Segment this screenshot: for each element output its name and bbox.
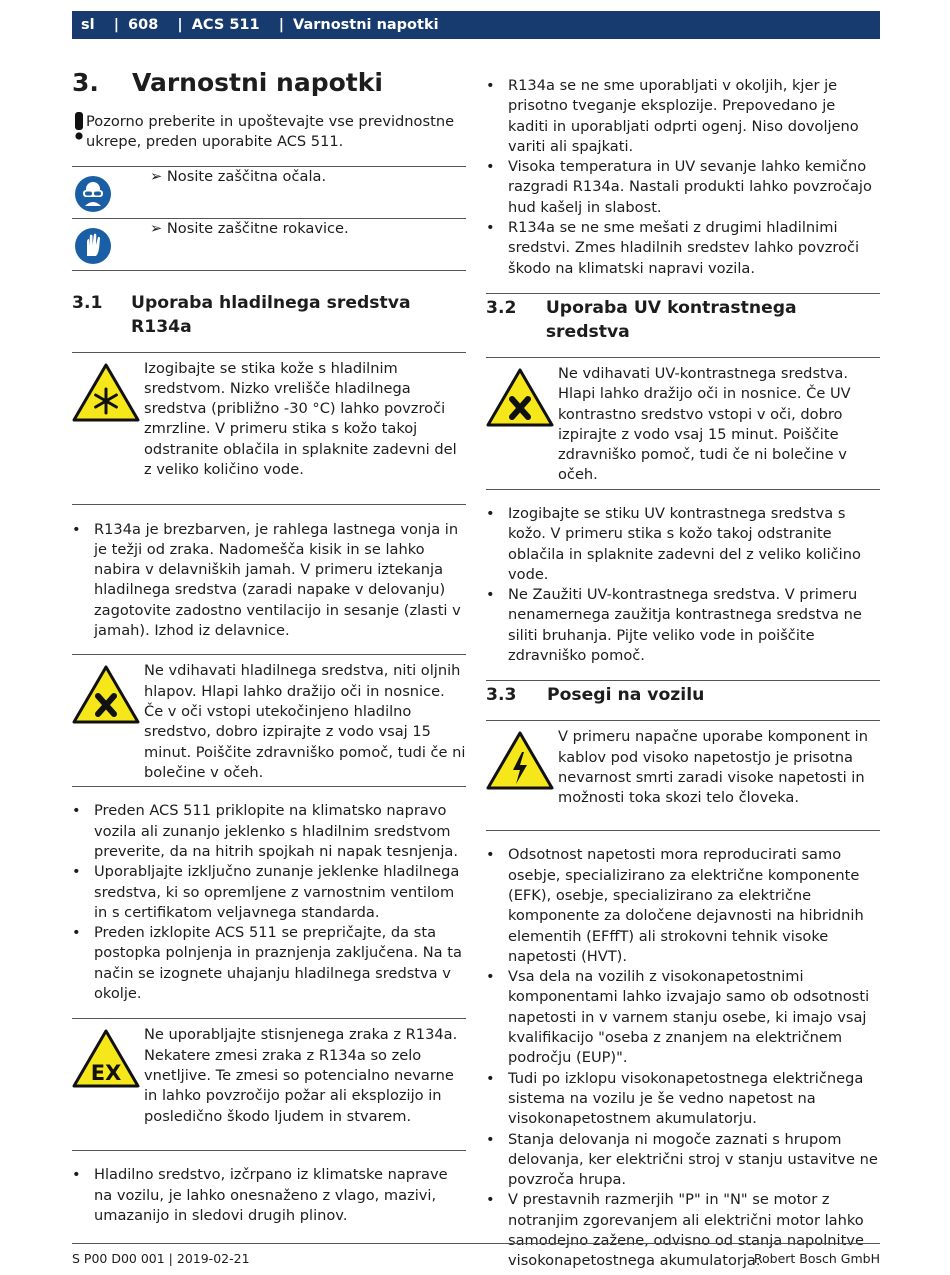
exclamation-icon bbox=[72, 112, 86, 153]
list-item: • Uporabljajte izključno zunanje jeklenke hladilnega sredstva, ki so opremljene z varnostnim ventilom in s certifikatom veljavnega standarda. bbox=[72, 862, 466, 923]
list-item: • V prestavnih razmerjih "P" in "N" se motor z notranjim zgorevanjem ali električni motor lahko samodejno zažene, odvisno od stanja napolnitve visokonapetostnega akumulatorja. bbox=[486, 1190, 880, 1271]
list-item: • Hladilno sredstvo, izčrpano iz klimatske naprave na vozilu, je lahko onesnaženo z vlago, mazivi, umazanijo in sledovi drugih plinov. bbox=[72, 1165, 466, 1226]
header-page: 608 bbox=[128, 17, 159, 33]
divider bbox=[486, 293, 880, 294]
warning-block: Ne vdihavati UV-kontrastnega sredstva. Hlapi lahko dražijo oči in nosnice. Če UV kontrastno sredstvo vstopi v oči, dobro izpirajte z vodo vsaj 15 minut. Poiščite zdravniško pomoč, tudi če ni bolečine v očeh. bbox=[486, 358, 880, 489]
warning-block: V primeru napačne uporabe komponent in kablov pod visoko napetostjo je prisotna nevarnost smrti zaradi visoke napetosti in možnosti toka skozi telo človeka. bbox=[486, 721, 880, 830]
divider bbox=[486, 680, 880, 681]
divider bbox=[72, 786, 466, 787]
gloves-icon bbox=[72, 219, 146, 270]
section-32-heading: 3.2 Uporaba UV kontrastnega sredstva bbox=[486, 297, 797, 342]
list-item: • Visoka temperatura in UV sevanje lahko kemično razgradi R134a. Nastali produkti lahko povzročajo hud kašelj in slabost. bbox=[486, 157, 880, 218]
list-item: • Vsa dela na vozilih z visokonapetostnimi komponentami lahko izvajajo samo ob odsotnosti napetosti in v varnem stanju osebe, ki imajo vsaj kvalifikacijo "oseba z znanjem na električnem področju (EUP)". bbox=[486, 967, 880, 1068]
list-item: • Preden izklopite ACS 511 se prepričajte, da sta postopka polnjenja in praznjenja zaključena. Na ta način se izognete uhajanju hladilnega sredstva v okolje. bbox=[72, 923, 466, 1004]
list-item: • Stanja delovanja ni mogoče zaznati s hrupom delovanja, ker električni stroj v stanju ustavitve ne povzroča hrupa. bbox=[486, 1130, 880, 1191]
bullet-list bbox=[72, 801, 466, 1004]
bullet-list bbox=[72, 520, 466, 642]
bullet-list bbox=[72, 1165, 466, 1226]
section-3-heading: 3. Varnostni napotki bbox=[72, 68, 383, 97]
harmful-warning-icon bbox=[486, 364, 558, 489]
ppe-row: ➢ Nosite zaščitna očala. bbox=[72, 166, 466, 218]
intro-note: Pozorno preberite in upoštevajte vse previdnostne ukrepe, preden uporabite ACS 511. bbox=[72, 112, 466, 153]
list-item: • Izogibajte se stiku UV kontrastnega sredstva s kožo. V primeru stika s kožo takoj odstranite oblačila in splaknite zadevni del z veliko količino vode. bbox=[486, 504, 880, 585]
bullet-list bbox=[486, 845, 880, 1271]
page-header: sl | 608 | ACS 511 | Varnostni napotki bbox=[72, 11, 880, 39]
list-item: • R134a je brezbarven, je rahlega lastnega vonja in je težji od zraka. Nadomešča kisik in se lahko nabira v delavniških jamah. V primeru iztekanja hladilnega sredstva (zaradi napake v delovanju) zagotovite zadostno ventilacijo in sesanje (zlasti v jamah). Izhod iz delavnice. bbox=[72, 520, 466, 642]
header-section: Varnostni napotki bbox=[293, 17, 439, 33]
bullet-list bbox=[486, 504, 880, 666]
section-33-heading: 3.3 Posegi na vozilu bbox=[486, 685, 705, 706]
left-column bbox=[72, 66, 466, 1226]
divider bbox=[72, 270, 466, 284]
harmful-warning-icon bbox=[72, 661, 144, 786]
page-footer: S P00 D00 001 | 2019-02-21 Robert Bosch GmbH bbox=[72, 1243, 880, 1274]
list-item: • Odsotnost napetosti mora reproducirati samo osebje, specializirano za električne komponente (EFK), osebje, specializirano za električne komponente za določene dejavnosti na hibridnih elementih (EFffT) ali strokovni tehnik visoke napetosti (HVT). bbox=[486, 845, 880, 967]
ppe-list bbox=[72, 166, 466, 284]
bullet-list bbox=[486, 76, 880, 279]
list-item: • Ne Zaužiti UV-kontrastnega sredstva. V primeru nenamernega zaužitja kontrastnega sredstva ne siliti bruhanja. Pijte veliko vode in poiščite zdravniško pomoč. bbox=[486, 585, 880, 666]
footer-date: 2019-02-21 bbox=[176, 1251, 250, 1266]
warning-block: Ne vdihavati hladilnega sredstva, niti oljnih hlapov. Hlapi lahko dražijo oči in nosnice. Če v oči vstopi utekočinjeno hladilno sredstvo, dobro izpirajte z vodo vsaj 15 minut. Poiščite zdravniško pomoč, tudi če ni bolečine v očeh. bbox=[72, 655, 466, 786]
divider bbox=[486, 489, 880, 490]
ppe-row: ➢ Nosite zaščitne rokavice. bbox=[72, 218, 466, 270]
high-voltage-warning-icon bbox=[486, 727, 558, 830]
divider bbox=[72, 1150, 466, 1151]
header-product: ACS 511 bbox=[191, 17, 260, 33]
warning-block: Izogibajte se stika kože s hladilnim sredstvom. Nizko vrelišče hladilnega sredstva (približno -30 °C) lahko povzroči zmrzline. V primeru stika s kožo takoj odstranite oblačila in splaknite zadevni del z veliko količino vode. bbox=[72, 353, 466, 504]
frost-warning-icon bbox=[72, 359, 144, 504]
footer-company: Robert Bosch GmbH bbox=[753, 1251, 880, 1266]
divider bbox=[486, 830, 880, 831]
divider bbox=[72, 504, 466, 505]
goggles-icon bbox=[72, 167, 146, 218]
list-item: • R134a se ne sme mešati z drugimi hladilnimi sredstvi. Zmes hladilnih sredstev lahko povzroči škodo na klimatski napravi vozila. bbox=[486, 218, 880, 279]
explosive-warning-icon bbox=[72, 1025, 144, 1150]
right-column bbox=[486, 76, 880, 1272]
svg-text:EX: EX bbox=[90, 1061, 122, 1086]
warning-block: EX Ne uporabljajte stisnjenega zraka z R134a. Nekatere zmesi zraka z R134a so zelo vnetljive. Te zmesi so potencialno nevarne in lahko povzročijo požar ali eksplozijo in posledično škodo ljudem in stvarem. bbox=[72, 1019, 466, 1150]
list-item: • R134a se ne sme uporabljati v okoljih, kjer je prisotno tveganje eksplozije. Prepovedano je kaditi in uporabljati odprti ogenj. Niso dovoljeno variti ali spajkati. bbox=[486, 76, 880, 157]
list-item: • Preden ACS 511 priklopite na klimatsko napravo vozila ali zunanjo jeklenko s hladilnim sredstvom preverite, da na hitrih spojkah ni napak tesnjenja. bbox=[72, 801, 466, 862]
section-31-heading: 3.1 Uporaba hladilnega sredstva R134a bbox=[72, 292, 411, 337]
footer-doc-number: S P00 D00 001 bbox=[72, 1251, 165, 1266]
list-item: • Tudi po izklopu visokonapetostnega električnega sistema na vozilu je še vedno napetost na visokonapetostnem akumulatorju. bbox=[486, 1069, 880, 1130]
header-lang: sl bbox=[81, 17, 95, 33]
